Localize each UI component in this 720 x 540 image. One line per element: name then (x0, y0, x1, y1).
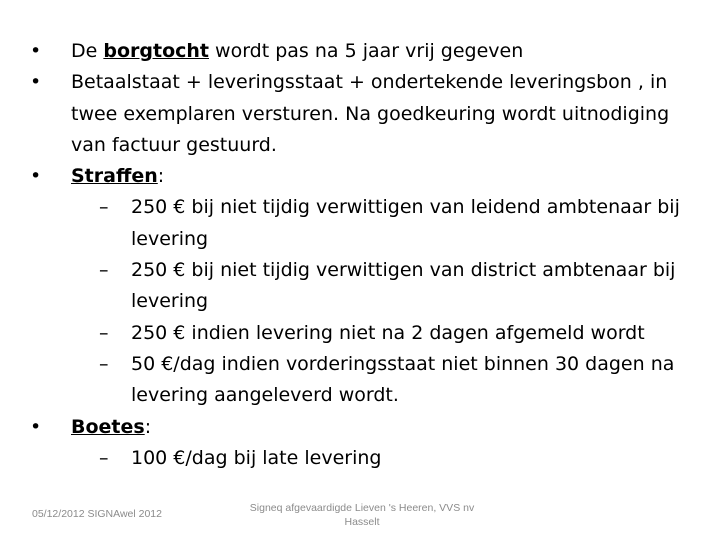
bullet-borgtocht: • De borgtocht wordt pas na 5 jaar vrij gegeven (30, 36, 700, 67)
sub-bullet-afgemeld: – 250 € indien levering niet na 2 dagen afgemeld wordt (30, 318, 700, 349)
bullet-straffen: • Straffen: (30, 161, 700, 192)
footer-date: 05/12/2012 SIGNAwel 2012 (32, 508, 162, 520)
bullet-icon: • (30, 71, 42, 94)
dash-icon: – (99, 446, 109, 469)
bullet-icon: • (30, 40, 42, 62)
bullet-icon: • (30, 415, 42, 438)
dash-icon: – (99, 321, 109, 344)
sub-bullet-leidend-ambtenaar: – 250 € bij niet tijdig verwittigen van leidend ambtenaar bij levering (30, 192, 700, 255)
dash-icon: – (99, 352, 109, 375)
bullet-betaalstaat: • Betaalstaat + leveringsstaat + ondertekende leveringsbon , in twee exemplaren versturen. Na goedkeuring wordt uitnodiging van factuur gestuurd. (30, 67, 700, 161)
keyword-borgtocht: borgtocht (103, 40, 209, 62)
footer-author: Signeq afgevaardigde Lieven 's Heeren, VVS nv Hasselt (249, 502, 475, 528)
sub-bullet-late-levering: – 100 €/dag bij late levering (30, 443, 700, 474)
keyword-straffen: Straffen (71, 165, 158, 188)
bullet-icon: • (30, 165, 42, 188)
keyword-boetes: Boetes (71, 415, 145, 438)
dash-icon: – (99, 196, 109, 219)
sub-bullet-district-ambtenaar: – 250 € bij niet tijdig verwittigen van district ambtenaar bij levering (30, 255, 700, 318)
bullet-list (30, 36, 700, 474)
bullet-boetes: • Boetes: (30, 412, 700, 443)
sub-bullet-vorderingsstaat: – 50 €/dag indien vorderingsstaat niet binnen 30 dagen na levering aangeleverd wordt. (30, 349, 700, 412)
dash-icon: – (99, 259, 109, 282)
